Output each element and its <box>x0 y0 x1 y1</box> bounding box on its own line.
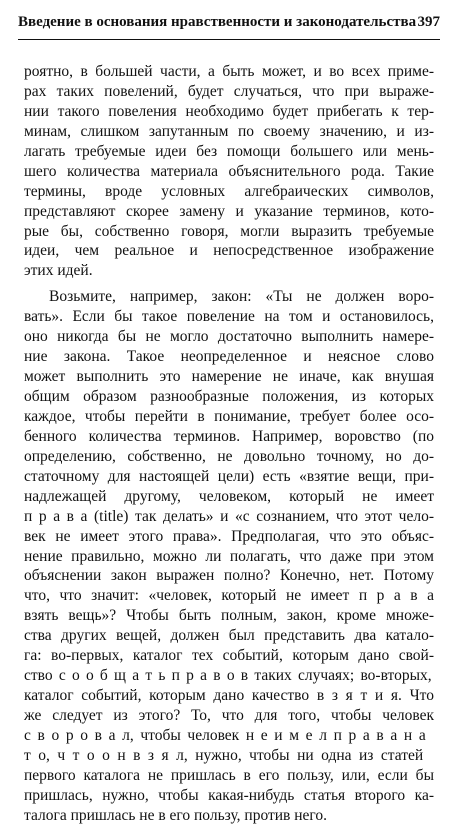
text-line: надлежащей другому, человеком, который не имеет <box>24 487 434 505</box>
text-line: оно никогда бы не могло достаточно выполнить намере- <box>24 328 434 346</box>
text-line: общим образом разнообразные положения, из которых <box>24 388 434 405</box>
running-header <box>18 10 440 34</box>
text-line: статочному для настоящей цели) есть «взятие вещи, при- <box>24 467 434 485</box>
text-line: лагать требуемые идеи без помощи большего или мень- <box>24 142 434 160</box>
text-line: шего количества материала объяснительного рода. Такие <box>24 162 434 180</box>
body-text <box>24 62 434 826</box>
text-line: каталог событий, которым дано качество в з я т и я. Что <box>24 687 434 705</box>
text-line: что, что значит: «человек, который не имеет п р а в а <box>24 587 434 605</box>
text-line: нии такого повеления необходимо будет прибегать к тер- <box>24 102 434 120</box>
text-line: идеи, чем реальное и непосредственное изображение <box>24 242 434 260</box>
text-line: каждое, чтобы перейти в понимание, требует более осо- <box>24 407 434 425</box>
text-line: минам, слишком запутанным по своему значению, и из- <box>24 122 434 140</box>
text-line: роятно, в большей части, а быть может, и во всех приме- <box>24 63 434 80</box>
text-line: пришлась, нужно, чтобы какая-нибудь статья второго ка- <box>24 786 434 804</box>
text-line: т о, ч т о о н в з я л, нужно, чтобы ни одна из статей <box>24 746 424 764</box>
text-line: же следует из этого? То, что для того, чтобы человек <box>24 707 434 724</box>
text-line: рые бы, собственно говоря, могли выразить требуемые <box>24 222 434 240</box>
running-title: Введение в основания нравственности и законодательства <box>18 14 417 30</box>
text-line: ства других вещей, должен был представить два катало- <box>24 627 434 645</box>
text-line: га: во-первых, каталог тех событий, которым дано свой- <box>24 647 434 665</box>
text-line: представляют скорее замену и указание терминов, кото- <box>24 202 434 220</box>
text-line: первого каталога не пришлась в его пользу, или, если бы <box>24 766 434 784</box>
text-line: ние закона. Такое неопределенное и неясное слово <box>24 348 434 366</box>
text-line: бенного количества терминов. Например, воровство (по <box>24 427 434 445</box>
text-line: рах таких повелений, будет случаться, что при выраже- <box>24 82 434 100</box>
header-rule <box>18 39 440 40</box>
text-line: определению, собственно, не довольно точному, но до- <box>24 447 434 465</box>
text-line: с в о р о в а л, чтобы человек н е и м е л п р а в а н а <box>24 726 426 744</box>
text-line: нение правильно, можно ли полагать, что даже при этом <box>24 547 434 565</box>
text-line: ство с о о б щ а т ь п р а в о в таких случаях; во-вторых, <box>24 667 432 685</box>
text-line: взять вещь»? Чтобы быть полным, закон, кроме множе- <box>24 607 434 625</box>
text-line: этих идей. <box>24 262 93 280</box>
text-line: может выполнить это намерение не иначе, как внушая <box>24 368 434 386</box>
page-number: 397 <box>417 14 440 30</box>
text-line: вать». Если бы такое повеление на том и остановилось, <box>24 308 434 326</box>
text-line: термины, вроде условных алгебраических символов, <box>24 182 434 200</box>
text-line: талога пришлась не в его пользу, против него. <box>24 806 328 824</box>
text-line: век не имеет этого права». Предполагая, что это объяс- <box>24 527 434 545</box>
text-line: объяснении закон выражен полно? Конечно, нет. Потому <box>24 567 434 585</box>
text-line: Возьмите, например, закон: «Ты не должен воро- <box>49 288 434 306</box>
text-line: п р а в а (title) так делать» и «с сознанием, что этот чело- <box>24 507 434 525</box>
